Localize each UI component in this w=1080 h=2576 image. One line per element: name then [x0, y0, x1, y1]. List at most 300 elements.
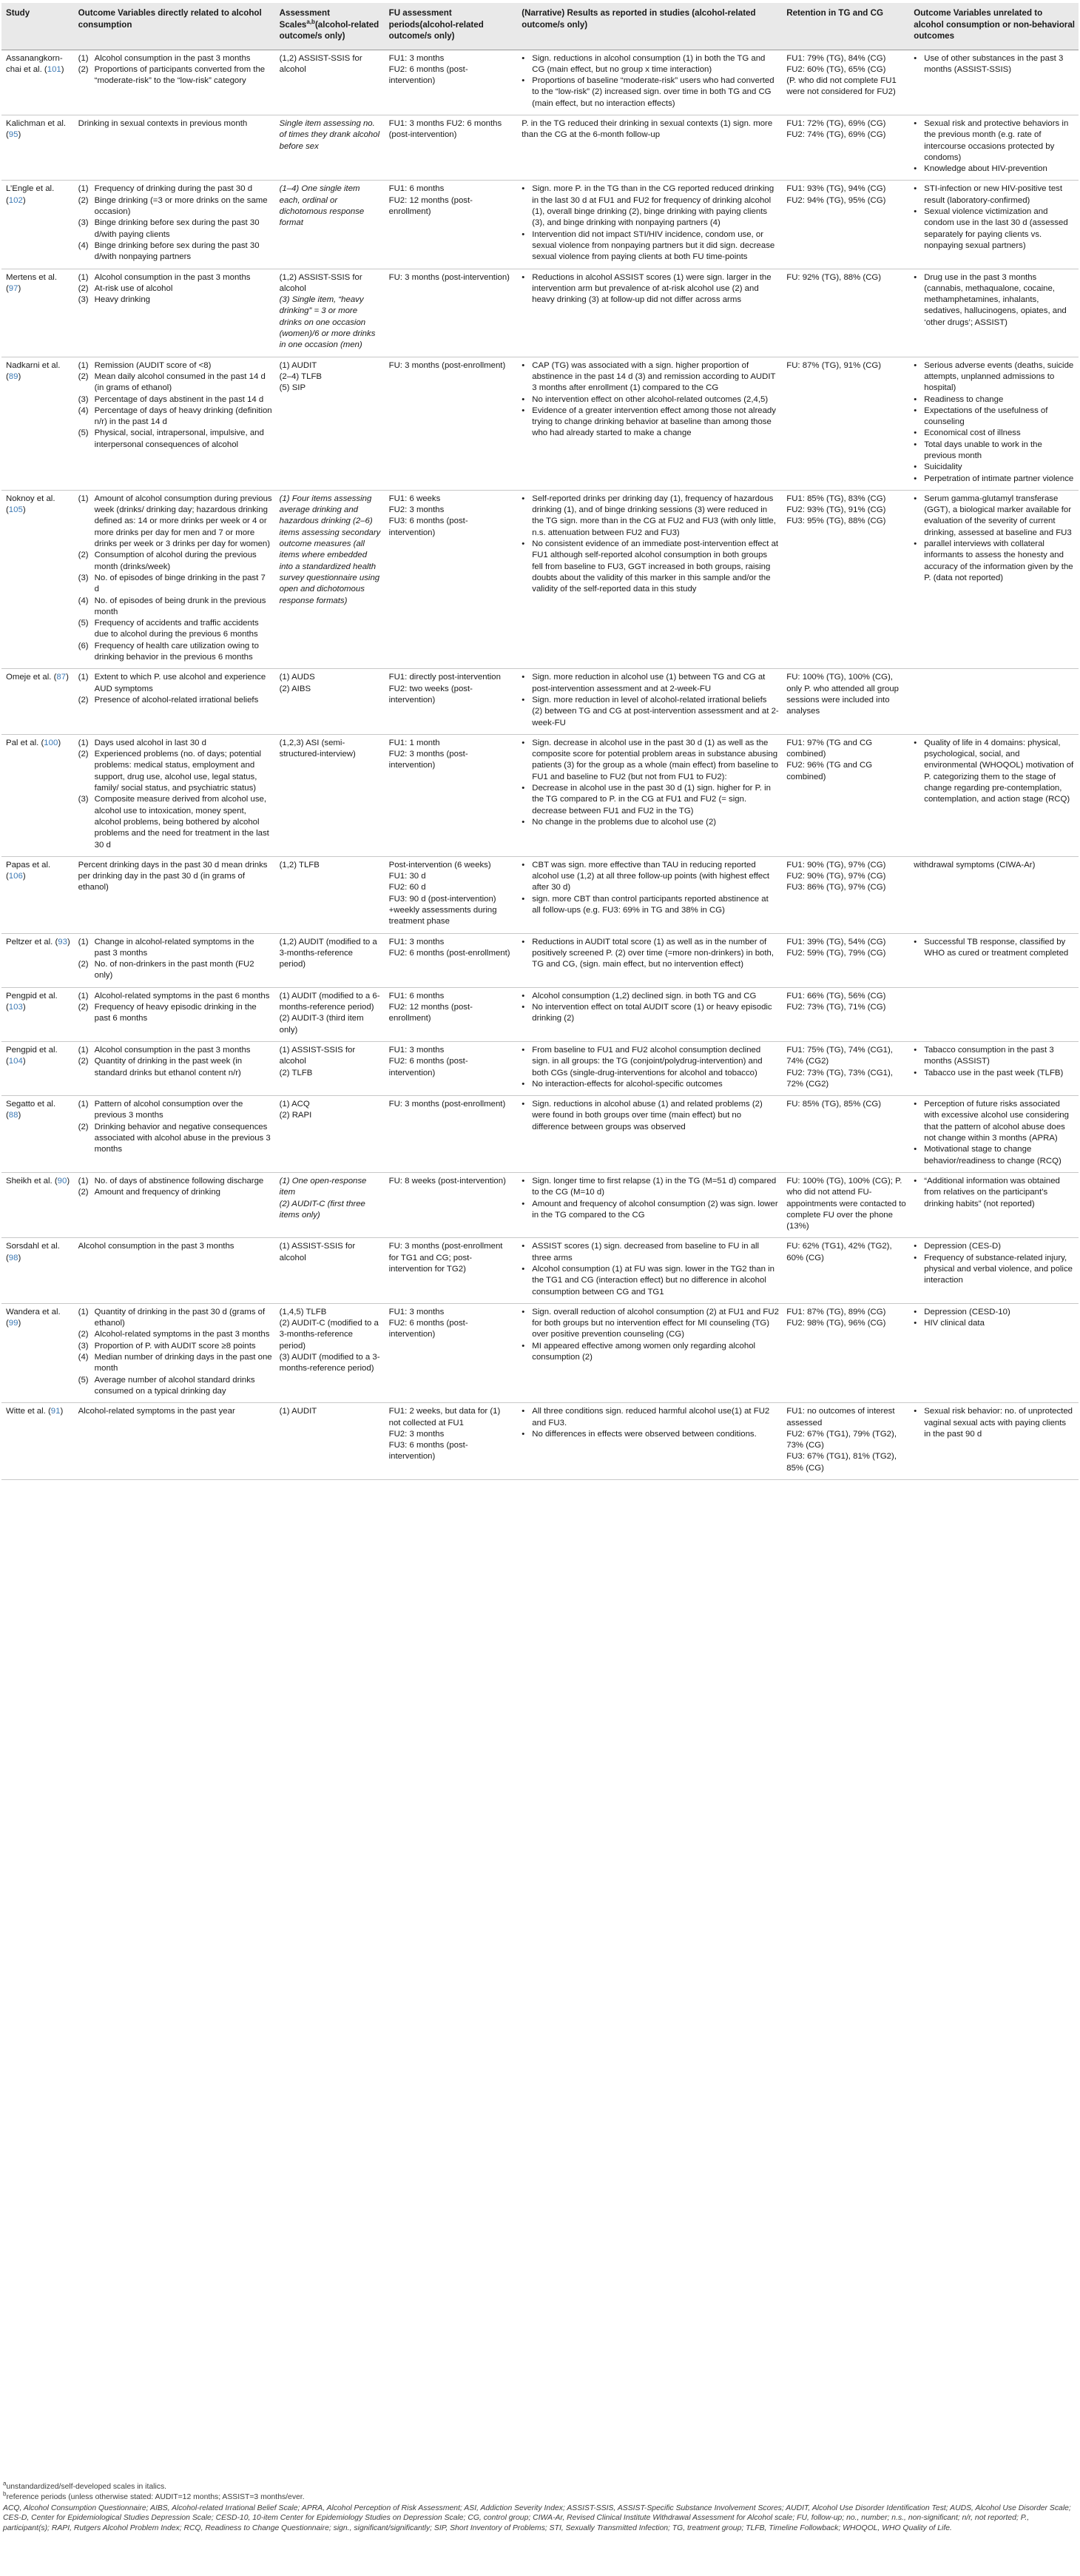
bullet-icon: • [522, 860, 525, 870]
bullet-item: • Total days unable to work in the previous month [914, 440, 1075, 463]
line: FU2: 3 months [388, 1429, 445, 1439]
item-text: Alcohol-related symptoms in the past 6 months [94, 991, 270, 1001]
bullet-item: • STI-infection or new HIV-positive test result (laboratory-confirmed) [914, 184, 1075, 206]
item-number: (2) [78, 371, 89, 381]
table-row [1, 933, 1079, 987]
outcomes-cell [75, 1041, 276, 1095]
study-cell: L’Engle et al. (102) [6, 184, 55, 205]
table-row [1, 1238, 1079, 1303]
fu-cell [385, 669, 519, 734]
reference-link[interactable]: 101 [47, 64, 61, 74]
list-item [78, 1056, 272, 1079]
outcomes-cell [75, 269, 276, 357]
bullet-item: • Perpetration of intimate partner violence [914, 474, 1075, 485]
other-outcomes-cell [910, 269, 1079, 357]
line-group [389, 360, 515, 371]
line: (1,2) ASSIST-SSIS for alcohol [279, 53, 362, 74]
line: FU: 3 months (post-enrollment) [388, 1100, 506, 1109]
study-name: Nadkarni et al. [6, 360, 61, 370]
line: FU1: directly post-intervention [388, 673, 501, 682]
table-row [1, 490, 1079, 668]
retention-cell [783, 115, 910, 180]
list-item [78, 794, 272, 850]
line: FU2: 73% (TG), 73% (CG1), 72% (CG2) [786, 1068, 893, 1089]
bullet-icon: • [522, 1003, 525, 1012]
line-group [786, 494, 906, 528]
bullet-icon: • [522, 184, 525, 194]
line: (2) AUDIT-3 (third item only) [279, 1014, 364, 1035]
bullet-item: • “Additional information was obtained from relatives on the participant’s drinking habits” (not reported) [914, 1176, 1075, 1210]
item-number: (3) [78, 295, 89, 305]
item-text: No. of episodes of being drunk in the previous month [94, 596, 266, 616]
bullet-icon: • [522, 272, 525, 282]
header-fu: FU assessment periods(alcohol-related outcome/s only) [385, 3, 519, 50]
line: (2) TLFB [279, 1068, 313, 1077]
line-group [389, 860, 515, 928]
reference-link[interactable]: 99 [8, 1319, 18, 1328]
bullet-item: • Economical cost of illness [914, 428, 1075, 439]
study-cell: Pal et al. (100) [6, 738, 61, 747]
bullet-icon: • [914, 494, 917, 503]
outcome-text: Alcohol-related symptoms in the past year [78, 1407, 235, 1416]
line-group [280, 53, 382, 76]
results-cell [518, 490, 783, 668]
bullet-icon: • [914, 1045, 917, 1055]
other-outcomes-cell [910, 1096, 1079, 1173]
line: FU2: 6 months (post-intervention) [388, 1319, 468, 1339]
item-number: (2) [78, 960, 89, 969]
bullet-list [522, 272, 779, 306]
item-text: Drinking behavior and negative consequences associated with alcohol abuse in the previous 3 months [94, 1122, 271, 1154]
line: (3) AUDIT (modified to a 3-months-reference period) [279, 1353, 380, 1373]
item-number: (6) [78, 641, 89, 650]
item-text: Binge drinking before sex during the past 30 d/with paying clients [94, 218, 260, 239]
other-outcomes-cell [910, 357, 1079, 490]
retention-cell [783, 856, 910, 933]
bullet-icon: • [914, 463, 917, 472]
bullet-item: • Depression (CES-D) [914, 1241, 1075, 1252]
line: FU: 100% (TG), 100% (CG), only P. who attended all group sessions were included into analyses [786, 673, 900, 716]
fu-cell [385, 357, 519, 490]
numbered-list [78, 991, 272, 1025]
other-outcomes-cell [910, 1041, 1079, 1095]
reference-link[interactable]: 91 [50, 1407, 61, 1416]
footnote-b: $^b$reference periods (unless otherwise stated: AUDIT=12 months; ASSIST=3 months/ever. [3, 2490, 305, 2502]
bullet-item: • Sign. overall reduction of alcohol consumption (2) at FU1 and FU2 for both groups but no intervention effect for MI counseling (TG) over positive prevention counseling (CG) [522, 1307, 779, 1341]
line: (1) AUDS [279, 673, 315, 682]
line-group [786, 1406, 906, 1474]
bullet-item: • No differences in effects were observed between conditions. [522, 1429, 779, 1440]
study-cell: Papas et al. (106) [6, 860, 51, 881]
bullet-item: • Amount and frequency of alcohol consumption (2) was sign. lower in the TG compared to the CG [522, 1199, 779, 1222]
line: FU1: 75% (TG), 74% (CG1), 74% (CG2) [786, 1045, 893, 1066]
results-cell [518, 1238, 783, 1303]
study-name: Pengpid et al. [6, 1045, 58, 1055]
bullet-list [522, 1241, 779, 1297]
fu-cell [385, 115, 519, 180]
bullet-item: • Alcohol consumption (1,2) declined sign. in both TG and CG [522, 991, 779, 1002]
bullet-icon: • [914, 53, 917, 63]
other-outcomes-cell [910, 933, 1079, 987]
header-study: Study [1, 3, 75, 50]
bullet-list [914, 272, 1075, 329]
bullet-icon: • [522, 1176, 525, 1186]
reference-link[interactable]: 106 [8, 872, 23, 881]
bullet-item: • parallel interviews with collateral informants to assess the honesty and accuracy of the information given by the P. (data not reported) [914, 539, 1075, 584]
item-number: (1) [78, 184, 89, 194]
bullet-icon: • [914, 738, 917, 747]
fu-cell [385, 734, 519, 856]
item-number: (1) [78, 738, 89, 747]
item-text: Days used alcohol in last 30 d [94, 738, 206, 747]
item-text: Proportions of participants converted from the “moderate-risk” to the “low-risk” category [94, 64, 266, 86]
bullet-icon: • [914, 118, 917, 128]
outcomes-cell [75, 669, 276, 734]
list-item [78, 283, 272, 295]
line-group [786, 738, 906, 783]
line: FU: 92% (TG), 88% (CG) [786, 272, 882, 282]
item-number: (1) [78, 494, 89, 503]
bullet-list [522, 738, 779, 828]
bullet-list [914, 1241, 1075, 1286]
bullet-item: • Sexual violence victimization and condom use in the last 30 d (assessed separately for paying clients vs. nonpaying sexual partners) [914, 206, 1075, 252]
line-group [786, 1045, 906, 1090]
header-results: (Narrative) Results as reported in studies (alcohol-related outcome/s only) [518, 3, 783, 50]
scales-cell [276, 490, 385, 668]
study-name: L’Engle et al. [6, 184, 55, 194]
numbered-list [78, 937, 272, 982]
retention-cell [783, 933, 910, 987]
item-number: (2) [78, 551, 89, 560]
bullet-item: • Sign. reductions in alcohol abuse (1) and related problems (2) were found in both groups over time (main effect) but no difference between groups was observed [522, 1099, 779, 1133]
bullet-list [914, 118, 1075, 175]
line: FU1: 6 months [388, 184, 445, 194]
line-group [786, 53, 906, 98]
line-group [389, 1406, 515, 1462]
item-number: (4) [78, 596, 89, 605]
item-text: Median number of drinking days in the past one month [94, 1353, 272, 1373]
study-cell: Wandera et al. (99) [6, 1307, 61, 1328]
bullet-list [522, 1045, 779, 1090]
line-group [280, 1241, 382, 1264]
bullet-icon: • [522, 1199, 525, 1208]
line-group [280, 1176, 382, 1221]
retention-cell [783, 734, 910, 856]
line-group [389, 1045, 515, 1079]
line: FU1: 3 months [388, 53, 445, 63]
line: FU2: 12 months (post-enrollment) [388, 195, 473, 217]
reference-link[interactable]: 104 [8, 1057, 23, 1066]
bullet-icon: • [522, 894, 525, 904]
results-cell [518, 669, 783, 734]
bullet-icon: • [522, 1265, 525, 1274]
header-scales: Assessment Scales$^{a,b}$(alcohol-related outcome/s only) [276, 3, 385, 50]
list-item [78, 371, 272, 394]
line-group [389, 118, 515, 141]
outcomes-cell [75, 115, 276, 180]
bullet-item: • Sign. reductions in alcohol consumption (1) in both the TG and CG (main effect, but no group x time interaction) [522, 53, 779, 76]
bullet-icon: • [522, 817, 525, 827]
bullet-icon: • [522, 1100, 525, 1109]
item-text: Binge drinking (=3 or more drinks on the same occasion) [94, 195, 268, 217]
header-outcomes-alcohol: Outcome Variables directly related to alcohol consumption [75, 3, 276, 50]
list-item [78, 184, 272, 195]
study-cell: Pengpid et al. (104) [6, 1045, 58, 1066]
item-number: (1) [78, 1045, 89, 1055]
scales-cell [276, 1238, 385, 1303]
reference-link[interactable]: 102 [8, 195, 23, 205]
bullet-icon: • [914, 1307, 917, 1316]
item-number: (2) [78, 64, 89, 74]
results-cell [518, 1096, 783, 1173]
bullet-icon: • [914, 1253, 917, 1262]
list-item [78, 672, 272, 695]
bullet-list [914, 1176, 1075, 1210]
list-item [78, 618, 272, 641]
outcomes-cell [75, 357, 276, 490]
results-cell [518, 1041, 783, 1095]
item-text: Physical, social, intrapersonal, impulsive, and interpersonal consequences of alcohol [94, 428, 264, 449]
line: FU1: 6 weeks [388, 494, 441, 503]
bullet-list [914, 1045, 1075, 1079]
line: (3) Single item, “heavy drinking” = 3 or more drinks on one occasion (women)/6 or more drinks in one occasion (men) [279, 295, 376, 350]
line: FU2: 96% (TG and CG combined) [786, 761, 873, 781]
retention-cell [783, 1238, 910, 1303]
item-text: Presence of alcohol-related irrational beliefs [94, 695, 259, 704]
line-group [280, 1045, 382, 1079]
results-cell [518, 1172, 783, 1237]
bullet-icon: • [914, 1176, 917, 1186]
line-group [389, 184, 515, 218]
bullet-list [914, 937, 1075, 960]
line: FU1: 3 months [388, 937, 445, 946]
line: (2) AUDIT-C (first three items only) [279, 1199, 365, 1220]
other-outcomes-cell [910, 734, 1079, 856]
line: FU2: 90% (TG), 97% (CG) [786, 872, 886, 881]
item-number: (5) [78, 619, 89, 628]
line: FU1: 87% (TG), 89% (CG) [786, 1307, 886, 1316]
item-number: (2) [78, 1330, 89, 1339]
list-item [78, 1176, 272, 1187]
outcome-text: Alcohol consumption in the past 3 months [78, 1242, 234, 1251]
scales-cell [276, 50, 385, 115]
line: FU3: 86% (TG), 97% (CG) [786, 883, 886, 892]
table-row [1, 987, 1079, 1041]
outcomes-cell [75, 933, 276, 987]
fu-cell [385, 1096, 519, 1173]
reference-link[interactable]: 97 [8, 283, 18, 293]
outcomes-cell [75, 1238, 276, 1303]
list-item [78, 738, 272, 749]
list-item [78, 1341, 272, 1352]
bullet-icon: • [914, 440, 917, 449]
list-item [78, 1045, 272, 1056]
reference-link[interactable]: 103 [8, 1003, 23, 1012]
item-number: (2) [78, 1057, 89, 1066]
item-text: No. of episodes of binge drinking in the past 7 d [94, 573, 266, 594]
line: FU3: 6 months (post-intervention) [388, 517, 468, 537]
list-item [78, 406, 272, 428]
other-outcomes-cell [910, 1403, 1079, 1480]
scales-cell [276, 1303, 385, 1402]
item-number: (4) [78, 241, 89, 250]
header-retention: Retention in TG and CG [783, 3, 910, 50]
scales-cell [276, 269, 385, 357]
table-row [1, 50, 1079, 115]
table-body [1, 50, 1079, 1480]
bullet-icon: • [914, 360, 917, 370]
bullet-icon: • [522, 937, 525, 946]
reference-link[interactable]: 98 [8, 1253, 18, 1262]
line-group [389, 1099, 515, 1110]
line-group [786, 1307, 906, 1330]
bullet-item: • Sexual risk and protective behaviors in the previous month (e.g. rate of intercourse occasions protected by condoms) [914, 118, 1075, 164]
line: FU2: 60 d [388, 883, 426, 892]
item-text: Change in alcohol-related symptoms in the past 3 months [94, 937, 254, 958]
bullet-icon: • [914, 937, 917, 946]
outcome-text: Drinking in sexual contexts in previous month [78, 118, 248, 128]
list-item [78, 1329, 272, 1340]
retention-cell [783, 1303, 910, 1402]
bullet-item: • Serious adverse events (deaths, suicide attempts, unplanned admissions to hospital) [914, 360, 1075, 394]
footnote-abbreviations: ACQ, Alcohol Consumption Questionnaire; AIBS, Alcohol-related Irrational Belief Scale; APRA, Alcohol Perception of Risk Assessment; ASI, Addiction Severity Index; ASSIST-SSIS, ASSIST-Specific Substance Involvement Scores; AUDIT, Alcohol Use Disorder Identification Test; AUDS, Alcohol Use Disorder Scale; CES-D, Center for Epidemiological Studies Depression Scale; CESD-10, 10-item Center for Epidemiology Studies on Depression Scale; CG, control group; CIWA-Ar, Revised Clinical Institute Withdrawal Assessment for Alcohol scale; FU, follow-up; no., number; n.s., non-significant; n/r, not reported; P., participant(s); RAPI, Rutgers Alcohol Problem Index; RCQ, Readiness to Change Questionnaire; sign., significant/significantly; SIP, Short Inventory of Problems; STI, Sexually Transmitted Infection; TG, treatment group; TLFB, Timeline Followback; WHOQOL, WHO Quality of Life. [3, 2503, 1071, 2532]
numbered-list [78, 1099, 272, 1155]
table-row [1, 357, 1079, 490]
list-item [78, 1187, 272, 1198]
list-item [78, 749, 272, 794]
item-number: (1) [78, 937, 89, 946]
bullet-list [522, 937, 779, 971]
bullet-icon: • [522, 1079, 525, 1089]
other-outcomes-cell [910, 490, 1079, 668]
line: (1) One open-response item [279, 1176, 367, 1197]
line-group [389, 937, 515, 960]
study-name: Mertens et al. [6, 272, 58, 282]
bullet-icon: • [914, 428, 917, 438]
bullet-list [914, 1406, 1075, 1440]
bullet-list [522, 360, 779, 440]
results-cell [518, 269, 783, 357]
line: FU1: 30 d [388, 872, 426, 881]
scales-cell [276, 987, 385, 1041]
fu-cell [385, 269, 519, 357]
bullet-item: • CAP (TG) was associated with a sign. higher proportion of abstinence in the past 14 d (3) and remission according to AUDIT 3 months after enrollment (1) compared to the CG [522, 360, 779, 394]
bullet-item: • No change in the problems due to alcohol use (2) [522, 817, 779, 828]
line: FU: 100% (TG), 100% (CG); P. who did not attend FU-appointments were contacted to complete FU over the phone (13%) [786, 1176, 906, 1231]
reference-link[interactable]: 100 [44, 738, 58, 747]
bullet-icon: • [522, 1242, 525, 1251]
line-group [786, 991, 906, 1014]
footnotes [3, 2482, 1076, 2534]
fu-cell [385, 856, 519, 933]
scales-cell [276, 856, 385, 933]
line: FU3: 90 d (post-intervention) +weekly assessments during treatment phase [388, 894, 497, 927]
item-text: Frequency of heavy episodic drinking in the past 6 months [94, 1003, 257, 1023]
scales-cell [276, 115, 385, 180]
fu-cell [385, 181, 519, 269]
bullet-icon: • [522, 1341, 525, 1351]
item-text: Pattern of alcohol consumption over the previous 3 months [94, 1100, 243, 1120]
table-row [1, 269, 1079, 357]
other-outcomes-cell [910, 669, 1079, 734]
line-group [786, 937, 906, 960]
fu-cell [385, 490, 519, 668]
bullet-list [914, 53, 1075, 76]
line: (1) ASSIST-SSIS for alcohol [279, 1242, 356, 1262]
line: FU: 87% (TG), 91% (CG) [786, 360, 882, 370]
reference-link[interactable]: 95 [8, 130, 18, 140]
outcomes-cell [75, 50, 276, 115]
bullet-item: • Alcohol consumption (1) at FU was sign. lower in the TG2 than in the TG1 and CG (interaction effect) but no difference in alcohol consumption between CG and TG1 [522, 1264, 779, 1298]
bullet-item: • Decrease in alcohol use in the past 30 d (1) sign. higher for P. in the TG compared to P. in the CG at FU1 and FU2 (= sign. decrease between FU1 and FU2 in the TG) [522, 783, 779, 817]
bullet-icon: • [914, 207, 917, 217]
line: (1,2) AUDIT (modified to a 3-months-reference period) [279, 937, 377, 969]
line: FU: 85% (TG), 85% (CG) [786, 1100, 882, 1109]
reference-link[interactable]: 105 [8, 505, 23, 515]
reference-link[interactable]: 90 [57, 1176, 67, 1186]
bullet-icon: • [522, 394, 525, 404]
line-group [786, 1176, 906, 1232]
list-item [78, 1352, 272, 1375]
table-row [1, 1096, 1079, 1173]
bullet-icon: • [914, 1407, 917, 1416]
bullet-item: • Reductions in AUDIT total score (1) as well as in the number of positively screened P. (2) over time (=more non-drinkers) in both, TG and CG, (sign. main effect, but no intervention effect) [522, 937, 779, 971]
retention-cell [783, 357, 910, 490]
bullet-item: • HIV clinical data [914, 1318, 1075, 1329]
line: (2) AIBS [279, 684, 311, 693]
line: (1) AUDIT [279, 360, 317, 370]
line: FU1: 66% (TG), 56% (CG) [786, 991, 886, 1001]
line-group [786, 860, 906, 894]
line-group [389, 272, 515, 283]
results-cell [518, 1403, 783, 1480]
bullet-item: • Tabacco use in the past week (TLFB) [914, 1068, 1075, 1079]
reference-link[interactable]: 87 [56, 673, 67, 682]
line: FU1: 72% (TG), 69% (CG) [786, 118, 886, 128]
item-number: (2) [78, 1003, 89, 1012]
bullet-icon: • [914, 1068, 917, 1077]
item-text: Alcohol-related symptoms in the past 3 months [94, 1330, 270, 1339]
reference-link[interactable]: 88 [8, 1111, 18, 1120]
list-item [78, 641, 272, 664]
list-item [78, 295, 272, 306]
numbered-list [78, 494, 272, 663]
list-item [78, 695, 272, 706]
line: FU2: 94% (TG), 95% (CG) [786, 195, 886, 205]
item-number: (5) [78, 1375, 89, 1385]
reference-link[interactable]: 93 [58, 937, 67, 946]
retention-cell [783, 181, 910, 269]
bullet-item: • Successful TB response, classified by WHO as cured or treatment completed [914, 937, 1075, 960]
line-group [786, 184, 906, 206]
bullet-item: • Quality of life in 4 domains: physical, psychological, social, and environmental (WHOQOL) motivation of P. categorizing them to the stage of change regarding pre-contemplation, contemplation, and action stage (RCQ) [914, 738, 1075, 806]
bullet-icon: • [522, 991, 525, 1001]
line: FU: 8 weeks (post-intervention) [388, 1176, 506, 1186]
list-item [78, 959, 272, 982]
line: FU1: 39% (TG), 54% (CG) [786, 937, 886, 946]
line: FU1: 90% (TG), 97% (CG) [786, 860, 886, 870]
reference-link[interactable]: 89 [8, 371, 18, 381]
line: FU1: 3 months FU2: 6 months (post-intervention) [388, 118, 502, 140]
bullet-list [914, 1099, 1075, 1167]
list-item [78, 1002, 272, 1025]
fu-cell [385, 1303, 519, 1402]
bullet-item: • Sign. more P. in the TG than in the CG reported reduced drinking in the last 30 d at FU1 and FU2 for frequency of drinking alcohol (1), overall binge drinking (2), binge drinking with paying clients (3), and binge drinking with nonpaying partners (4) [522, 184, 779, 229]
line: FU2: 59% (TG), 79% (CG) [786, 948, 886, 958]
list-item [78, 64, 272, 87]
study-cell: Peltzer et al. (93) [6, 937, 70, 946]
line: (1,2,3) ASI (semi-structured-interview) [279, 738, 356, 759]
